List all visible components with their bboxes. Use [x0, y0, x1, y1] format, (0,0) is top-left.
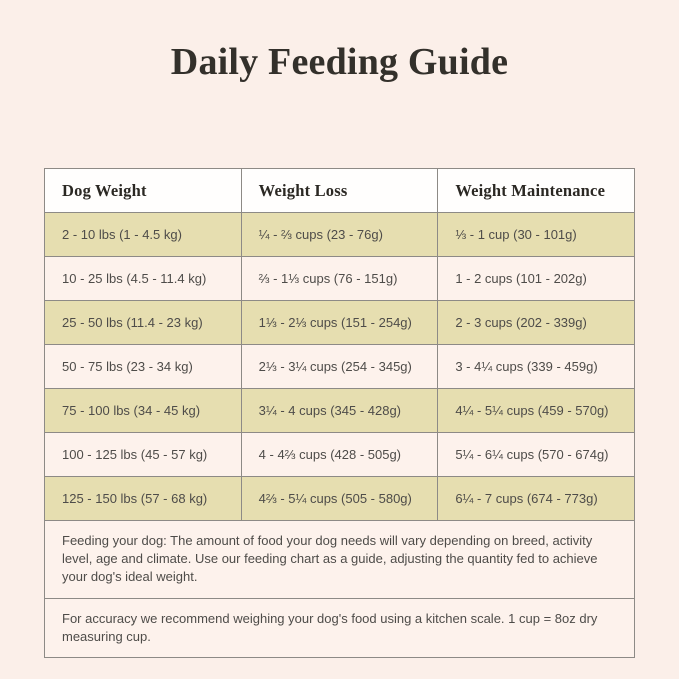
cell-weight-maintenance: 2 - 3 cups (202 - 339g) — [438, 301, 635, 345]
note-kitchen-scale: For accuracy we recommend weighing your dog's food using a kitchen scale. 1 cup = 8oz dry measuring cup. — [45, 598, 635, 657]
table-row-3 — [45, 301, 635, 345]
cell-weight-loss: 1⅓ - 2⅓ cups (151 - 254g) — [241, 301, 438, 345]
page-title: Daily Feeding Guide — [170, 41, 509, 83]
cell-dog-weight: 75 - 100 lbs (34 - 45 kg) — [45, 389, 242, 433]
cell-dog-weight: 125 - 150 lbs (57 - 68 kg) — [45, 477, 242, 521]
cell-weight-maintenance: 1 - 2 cups (101 - 202g) — [438, 257, 635, 301]
table-row-7 — [45, 477, 635, 521]
col-header-weight-loss: Weight Loss — [241, 169, 438, 213]
cell-dog-weight: 50 - 75 lbs (23 - 34 kg) — [45, 345, 242, 389]
cell-dog-weight: 100 - 125 lbs (45 - 57 kg) — [45, 433, 242, 477]
cell-dog-weight: 2 - 10 lbs (1 - 4.5 kg) — [45, 213, 242, 257]
table-row-1 — [45, 213, 635, 257]
footnote-row-accuracy — [45, 598, 635, 657]
table-row-6 — [45, 433, 635, 477]
cell-weight-maintenance: 6¼ - 7 cups (674 - 773g) — [438, 477, 635, 521]
table-header — [45, 169, 635, 213]
cell-weight-maintenance: ⅓ - 1 cup (30 - 101g) — [438, 213, 635, 257]
col-header-dog-weight: Dog Weight — [45, 169, 242, 213]
table-body — [45, 213, 635, 521]
feeding-guide-table — [44, 168, 635, 658]
cell-weight-loss: 4 - 4⅔ cups (428 - 505g) — [241, 433, 438, 477]
table-row-4 — [45, 345, 635, 389]
table-row-2 — [45, 257, 635, 301]
cell-weight-maintenance: 3 - 4¼ cups (339 - 459g) — [438, 345, 635, 389]
table-row-5 — [45, 389, 635, 433]
cell-weight-loss: 3¼ - 4 cups (345 - 428g) — [241, 389, 438, 433]
cell-weight-maintenance: 4¼ - 5¼ cups (459 - 570g) — [438, 389, 635, 433]
footnote-row-feeding — [45, 521, 635, 599]
cell-weight-loss: ⅔ - 1⅓ cups (76 - 151g) — [241, 257, 438, 301]
col-header-weight-maintenance: Weight Maintenance — [438, 169, 635, 213]
cell-dog-weight: 10 - 25 lbs (4.5 - 11.4 kg) — [45, 257, 242, 301]
cell-weight-maintenance: 5¼ - 6¼ cups (570 - 674g) — [438, 433, 635, 477]
table-footnotes — [45, 521, 635, 658]
note-feeding-your-dog: Feeding your dog: The amount of food your dog needs will vary depending on breed, activity level, age and climate. Use our feeding chart as a guide, adjusting the quantity fed to achieve your dog's ideal weight. — [45, 521, 635, 599]
cell-weight-loss: ¼ - ⅔ cups (23 - 76g) — [241, 213, 438, 257]
cell-weight-loss: 2⅓ - 3¼ cups (254 - 345g) — [241, 345, 438, 389]
header-row — [45, 169, 635, 213]
cell-dog-weight: 25 - 50 lbs (11.4 - 23 kg) — [45, 301, 242, 345]
cell-weight-loss: 4⅔ - 5¼ cups (505 - 580g) — [241, 477, 438, 521]
